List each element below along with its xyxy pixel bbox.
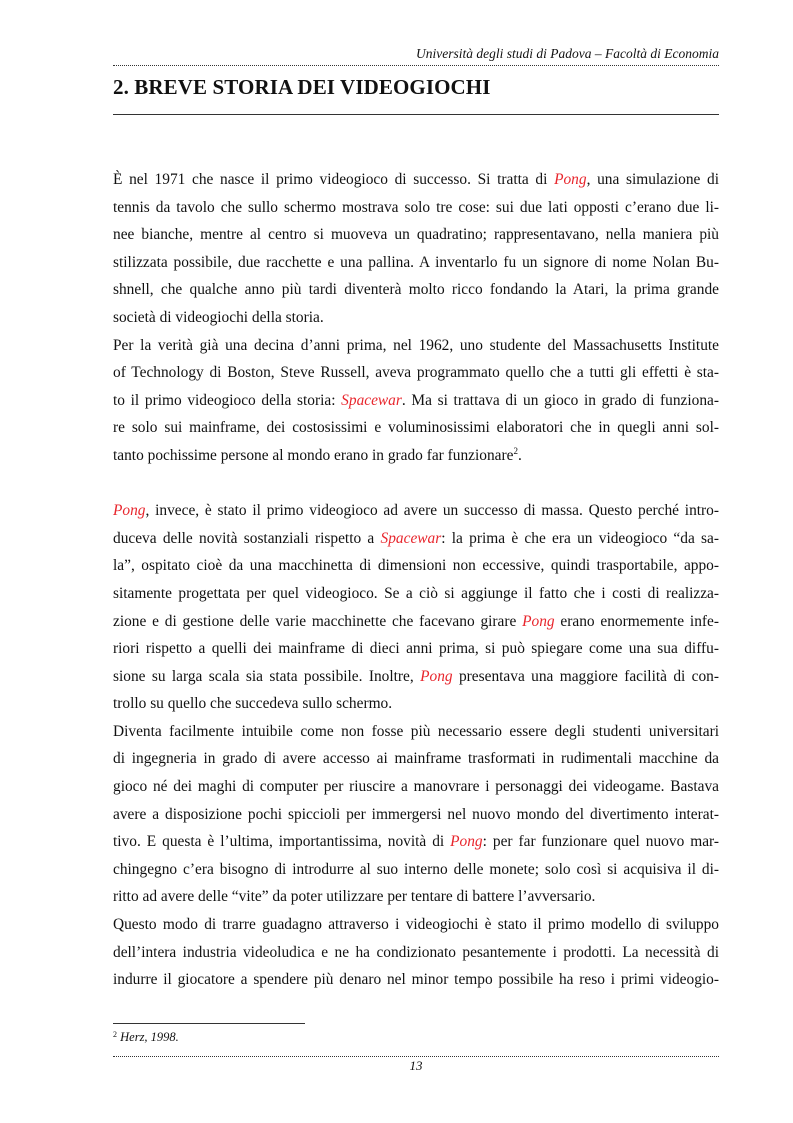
text-line: società di videogiochi della storia. [113,308,324,326]
text-line: gioco né dei maghi di computer per riuscire a manovrare i personaggi dei videogame. Bastava [113,778,719,796]
text-line: avere a disposizione pochi spiccioli per immergersi nel nuovo mondo del divertimento interat- [113,805,719,823]
text-line: riori rispetto a quelli dei mainframe di dieci anni prima, si può spiegare come una sua diffu- [113,640,719,658]
game-title-pong: Pong [554,171,587,188]
chapter-title: 2. BREVE STORIA DEI VIDEOGIOCHI [113,75,491,99]
game-title-pong: Pong [113,502,146,520]
footnote-marker: 2 [113,1030,117,1039]
text-line: tivo. E questa è l’ultima, importantissima, novità di Pong: per far funzionare quel nuovo mar- [113,833,719,851]
text-line: to il primo videogioco della storia: Spacewar. Ma si trattava di un gioco in grado di funziona- [113,391,720,409]
paragraph-2 [113,332,719,470]
text-line: re solo sui mainframe, dei costosissimi e voluminosissimi elaboratori che in quegli anni sol- [113,419,719,437]
text-line: trollo su quello che succedeva sullo schermo. [113,695,393,713]
text-line: dell’intera industria videoludica e ne ha condizionato pesantemente i prodotti. La necessità di [113,943,719,961]
paragraph-5 [113,911,719,994]
paragraph-1 [113,166,719,332]
text-line: tanto pochissime persone al mondo erano in grado far funzionare$^2$. [113,445,522,464]
text-line: shnell, che qualche anno più tardi diventerà molto ricco fondando la Atari, la prima grande [113,281,719,299]
page-number: 13 [409,1058,423,1073]
text-line: di ingegneria in grado di avere accesso ai mainframe trasformati in rudimentali macchine da [113,750,719,768]
game-title-pong: Pong [522,612,555,630]
text-line: Diventa facilmente intuibile come non fosse più necessario essere degli studenti universitari [113,722,719,740]
paragraph-4 [113,718,719,911]
text-line: È nel 1971 che nasce il primo videogioco di successo. Si tratta di Pong, una simulazione di [113,171,719,188]
paragraph-gap [113,470,719,498]
text-line: sitamente progettata per quel videogioco. Se a ciò si aggiunge il fatto che i costi di realizza- [113,584,719,602]
text-line: Questo modo di trarre guadagno attraverso i videogiochi è stato il primo modello di sviluppo [113,916,719,934]
game-title-spacewar: Spacewar [341,391,402,409]
paragraph-3 [113,497,719,718]
header-divider [113,65,719,66]
text-line: sione su larga scala sia stata possibile. Inoltre, Pong presentava una maggiore facilità di con- [113,667,720,685]
text-line: stilizzata possibile, due racchette e una pallina. A inventarlo fu un signore di nome Nolan Bu- [113,253,719,271]
text-line: Per la verità già una decina d’anni prima, nel 1962, uno studente del Massachusetts Institute [113,336,719,354]
text-line: chingegno c’era bisogno di introdurre al suo interno delle monete; solo così si acquisiva il di- [113,860,719,878]
text-line: nee bianche, mentre al centro si muoveva un quadratino; rappresentavano, nella maniera più [113,226,719,244]
footnote [113,1030,179,1045]
text-line: ritto ad avere delle “vite” da poter utilizzare per tentare di battere l’avversario. [113,888,596,906]
game-title-spacewar: Spacewar [380,529,442,547]
footnote-divider [113,1023,305,1024]
title-divider [113,114,719,115]
footnote-text: Herz, 1998. [117,1030,179,1044]
game-title-pong: Pong [420,667,453,685]
text-line: Pong, invece, è stato il primo videogioco ad avere un successo di massa. Questo perché intro- [113,502,719,520]
text-line: indurre il giocatore a spendere più denaro nel minor tempo possibile ha reso i primi videogio- [113,971,719,989]
body-text [113,166,719,994]
game-title-pong: Pong [450,833,483,851]
text-line: duceva delle novità sostanziali rispetto a Spacewar: la prima è che era un videogioco “da sa- [113,529,719,547]
footer-divider [113,1056,719,1057]
text-line: zione e di gestione delle varie macchinette che facevano girare Pong erano enormemente infe- [113,612,719,630]
text-line: of Technology di Boston, Steve Russell, aveva programmato quello che a tutti gli effetti è sta- [113,364,719,382]
footnote-reference[interactable]: 2 [513,445,518,456]
text-line: la”, ospitato cioè da una macchinetta di dimensioni non eccessive, quindi trasportabile, appo- [113,557,719,575]
text-line: tennis da tavolo che sullo schermo mostrava solo tre cose: sui due lati opposti c’erano due li- [113,198,719,216]
running-header: Università degli studi di Padova – Facoltà di Economia [416,46,719,61]
